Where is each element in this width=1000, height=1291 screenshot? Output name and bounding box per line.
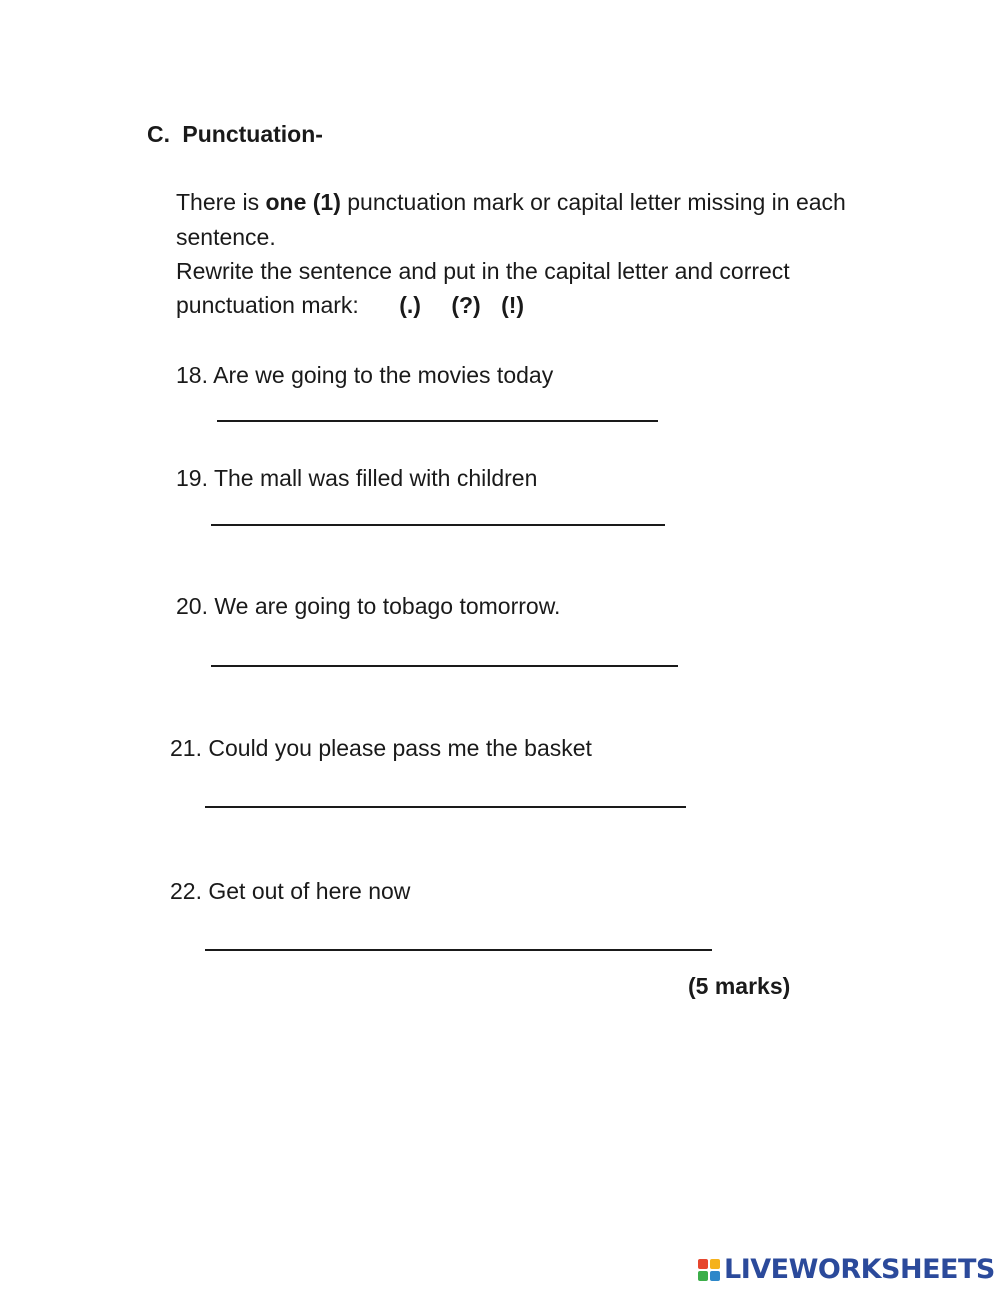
answer-line-22[interactable] xyxy=(205,949,712,951)
question-text: Are we going to the movies today xyxy=(213,362,554,388)
instructions-emphasis: one (1) xyxy=(265,189,341,215)
question-number: 18. xyxy=(176,362,208,388)
answer-line-20[interactable] xyxy=(211,665,678,667)
question-text: Get out of here now xyxy=(208,878,411,904)
punctuation-mark-exclamation: (!) xyxy=(501,292,525,318)
instructions-text: There is xyxy=(176,189,266,215)
instructions-line-3: Rewrite the sentence and put in the capital letter and correct xyxy=(176,258,790,284)
liveworksheets-logo xyxy=(698,1254,995,1285)
question-number: 22. xyxy=(170,878,202,904)
question-21 xyxy=(170,731,592,765)
section-letter: C. xyxy=(147,121,170,147)
question-19 xyxy=(176,461,537,495)
question-text: We are going to tobago tomorrow. xyxy=(214,593,561,619)
question-22 xyxy=(170,874,410,908)
question-text: The mall was filled with children xyxy=(213,465,538,491)
answer-line-19[interactable] xyxy=(211,524,665,526)
instructions-line-2: sentence. xyxy=(176,224,276,250)
total-marks: (5 marks) xyxy=(688,973,791,999)
punctuation-mark-period: (.) xyxy=(399,292,421,318)
question-number: 19. xyxy=(176,465,208,491)
question-18 xyxy=(176,358,553,392)
answer-line-18[interactable] xyxy=(217,420,658,422)
question-text: Could you please pass me the basket xyxy=(208,735,592,761)
section-heading xyxy=(147,117,323,151)
question-number: 20. xyxy=(176,593,208,619)
question-20 xyxy=(176,589,560,623)
instructions-line-1 xyxy=(176,185,846,219)
instructions-line-4 xyxy=(176,288,524,322)
instructions-text: punctuation mark: xyxy=(176,292,359,318)
liveworksheets-logo-icon xyxy=(698,1259,720,1281)
section-title: Punctuation- xyxy=(182,121,323,147)
question-number: 21. xyxy=(170,735,202,761)
punctuation-mark-question: (?) xyxy=(451,292,481,318)
answer-line-21[interactable] xyxy=(205,806,686,808)
logo-text: LIVEWORKSHEETS xyxy=(724,1254,995,1285)
instructions-text: punctuation mark or capital letter missing in each xyxy=(340,189,846,215)
